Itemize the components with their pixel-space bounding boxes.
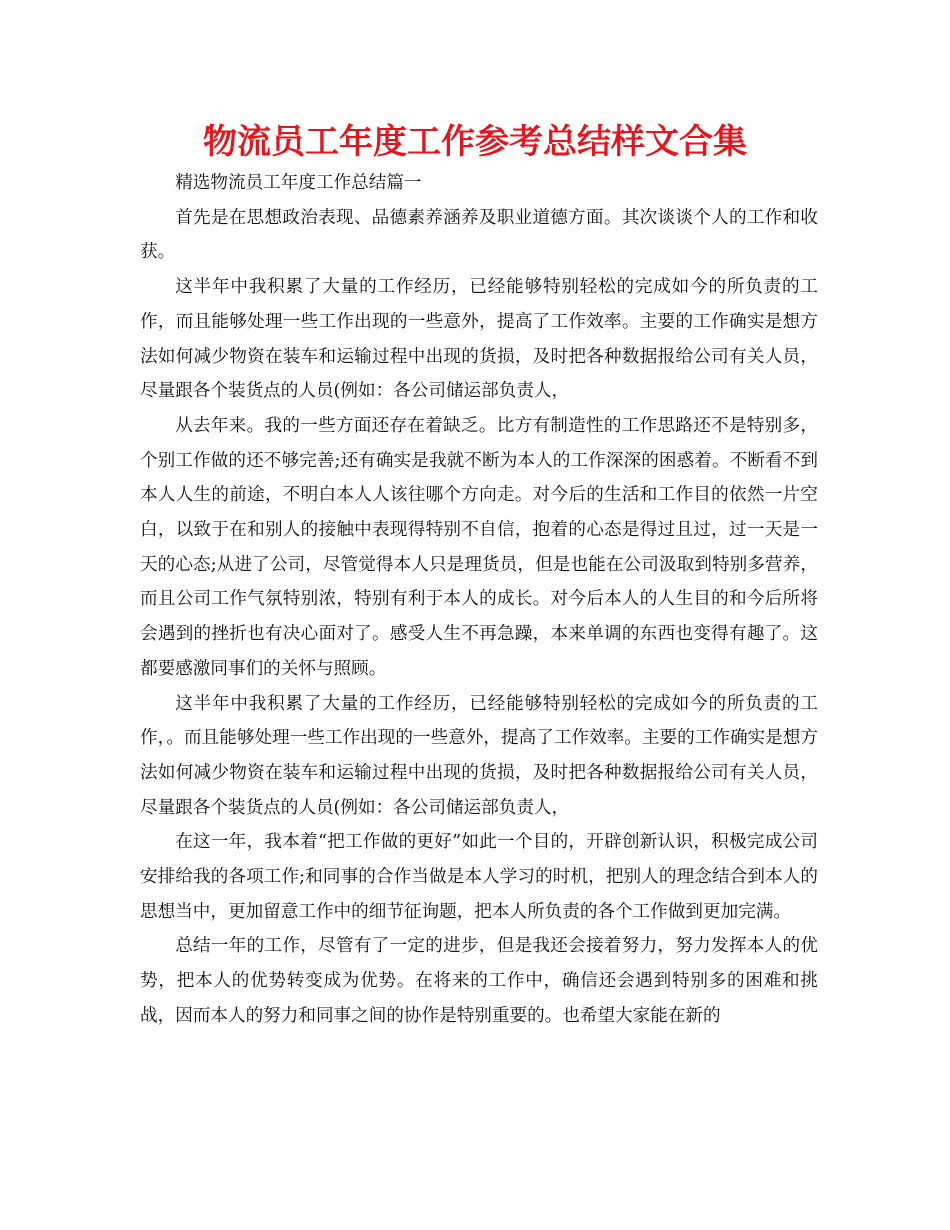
document-title: 物流员工年度工作参考总结样文合集 — [203, 122, 747, 162]
paragraph-4: 这半年中我积累了大量的工作经历，已经能够特别轻松的完成如今的所负责的工作，。而且能够处理一些工作出现的一些意外，提高了工作效率。主要的工作确实是想方法如何减少物资在装车和运输过程中出现的货损，及时把各种数据报给公司有关人员，尽量跟各个装货点的人员(例如：各公司储运部负责人， — [140, 693, 818, 818]
paragraph-6: 总结一年的工作，尽管有了一定的进步，但是我还会接着努力，努力发挥本人的优势，把本人的优势转变成为优势。在将来的工作中，确信还会遇到特别多的困难和挑战，因而本人的努力和同事之间的协作是特别重要的。也希望大家能在新的 — [140, 936, 818, 1026]
paragraph-3: 从去年来。我的一些方面还存在着缺乏。比方有制造性的工作思路还不是特别多，个别工作做的还不够完善;还有确实是我就不断为本人的工作深深的困惑着。不断看不到本人人生的前途，不明白本人人该往哪个方向走。对今后的生活和工作目的依然一片空白，以致于在和别人的接触中表现得特别不自信，抱着的心态是得过且过，过一天是一天的心态;从进了公司，尽管觉得本人只是理货员，但是也能在公司汲取到特别多营养，而且公司工作气氛特别浓，特别有利于本人的成长。对今后本人的人生目的和今后所将会遇到的挫折也有决心面对了。感受人生不再急躁，本来单调的东西也变得有趣了。这都要感激同事们的关怀与照顾。 — [140, 415, 818, 679]
paragraph-1: 首先是在思想政治表现、品德素养涵养及职业道德方面。其次谈谈个人的工作和收获。 — [140, 207, 818, 263]
document-body — [140, 166, 818, 1034]
paragraph-5: 在这一年，我本着“把工作做的更好”如此一个目的，开辟创新认识，积极完成公司安排给我的各项工作;和同事的合作当做是本人学习的时机，把别人的理念结合到本人的思想当中，更加留意工作中的细节征询题，把本人所负责的各个工作做到更加完满。 — [140, 832, 818, 922]
paragraph-2: 这半年中我积累了大量的工作经历，已经能够特别轻松的完成如今的所负责的工作，而且能够处理一些工作出现的一些意外，提高了工作效率。主要的工作确实是想方法如何减少物资在装车和运输过程中出现的货损，及时把各种数据报给公司有关人员，尽量跟各个装货点的人员(例如：各公司储运部负责人， — [140, 277, 818, 402]
section-heading: 精选物流员工年度工作总结篇一 — [175, 173, 422, 193]
